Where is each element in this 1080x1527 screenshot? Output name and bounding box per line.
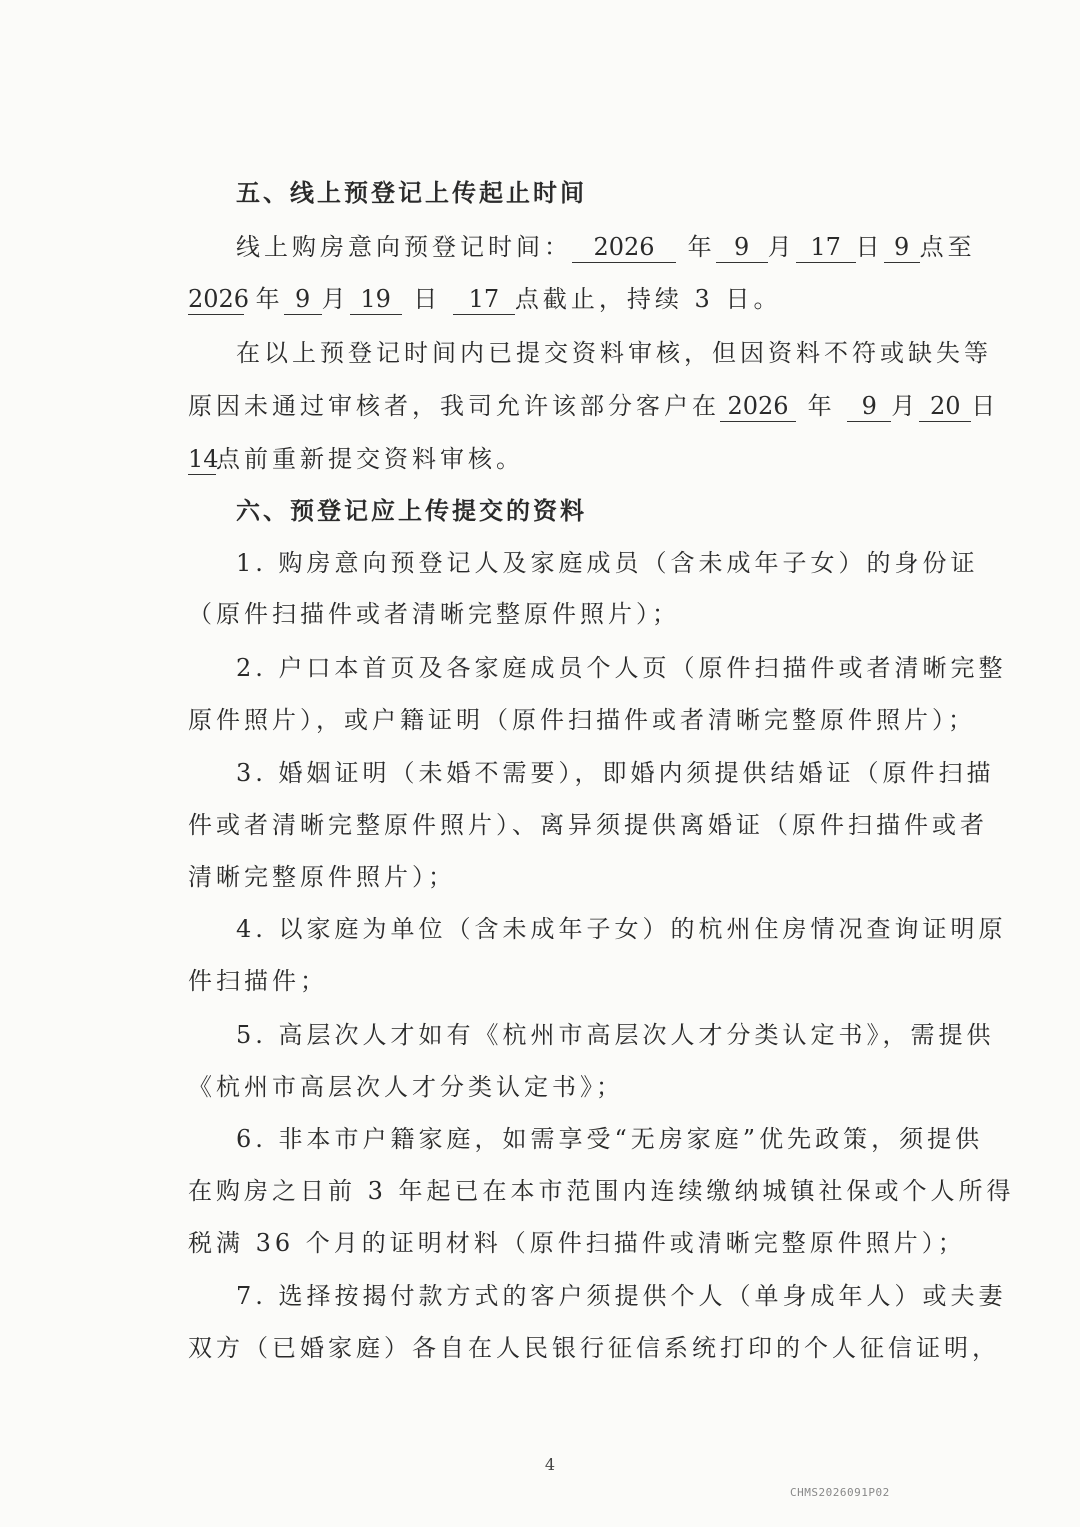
item-6-line-1: 6. 非本市户籍家庭，如需享受“无房家庭”优先政策，须提供 bbox=[236, 1125, 984, 1153]
resubmit-month-field: 9 bbox=[847, 391, 891, 422]
item-5-line-1: 5. 高层次人才如有《杭州市高层次人才分类认定书》，需提供 bbox=[236, 1021, 995, 1049]
resubmission-paragraph-line-1: 在以上预登记时间内已提交资料审核，但因资料不符或缺失等 bbox=[236, 339, 992, 367]
section-5-heading: 五、线上预登记上传起止时间 bbox=[236, 179, 587, 207]
item-4-line-1: 4. 以家庭为单位（含未成年子女）的杭州住房情况查询证明原 bbox=[236, 915, 1007, 943]
end-month-field: 9 bbox=[284, 284, 322, 315]
item-6-line-3: 税满 36 个月的证明材料（原件扫描件或清晰完整原件照片）； bbox=[188, 1229, 966, 1257]
item-2-line-2: 原件照片），或户籍证明（原件扫描件或者清晰完整原件照片）； bbox=[188, 706, 976, 734]
item-6-line-2: 在购房之日前 3 年起已在本市范围内连续缴纳城镇社保或个人所得 bbox=[188, 1177, 1015, 1205]
start-year-field: 2026 bbox=[572, 232, 676, 263]
item-7-line-1: 7. 选择按揭付款方式的客户须提供个人（单身成年人）或夫妻 bbox=[236, 1282, 1007, 1310]
page-number: 4 bbox=[544, 1455, 556, 1474]
resubmission-paragraph-line-2: 原因未通过审核者，我司允许该部分客户在 2026 年 9 月 20 日 bbox=[188, 392, 1000, 420]
end-year-field: 2026 bbox=[188, 285, 250, 313]
start-hour-field: 9 bbox=[884, 232, 920, 263]
end-hour-field: 17 bbox=[453, 284, 515, 315]
section-6-heading: 六、预登记应上传提交的资料 bbox=[236, 497, 587, 525]
item-3-line-3: 清晰完整原件照片）； bbox=[188, 863, 456, 891]
start-day-field: 17 bbox=[796, 232, 856, 263]
item-7-line-2: 双方（已婚家庭）各自在人民银行征信系统打印的个人征信证明， bbox=[188, 1334, 1000, 1362]
resubmission-paragraph-line-3: 14点前重新提交资料审核。 bbox=[188, 445, 524, 473]
registration-period-line-2: 2026 年 9 月 19 日 17 点截止，持续 3 日。 bbox=[188, 285, 782, 313]
registration-period-line-1: 线上购房意向预登记时间： 2026 年 9 月 17 日 9 点至 bbox=[236, 233, 976, 261]
item-3-line-2: 件或者清晰完整原件照片）、离异须提供离婚证（原件扫描件或者 bbox=[188, 811, 988, 839]
item-5-line-2: 《杭州市高层次人才分类认定书》； bbox=[188, 1073, 624, 1101]
item-1-line-1: 1. 购房意向预登记人及家庭成员（含未成年子女）的身份证 bbox=[236, 549, 979, 577]
resubmit-hour-field: 14 bbox=[188, 445, 219, 473]
item-2-line-1: 2. 户口本首页及各家庭成员个人页（原件扫描件或者清晰完整 bbox=[236, 654, 1007, 682]
item-4-line-2: 件扫描件； bbox=[188, 967, 328, 995]
end-day-field: 19 bbox=[350, 284, 402, 315]
start-month-field: 9 bbox=[716, 232, 768, 263]
resubmit-day-field: 20 bbox=[919, 391, 971, 422]
document-code: CHMS2026091P02 bbox=[790, 1486, 890, 1499]
item-1-line-2: （原件扫描件或者清晰完整原件照片）； bbox=[188, 600, 680, 628]
resubmit-year-field: 2026 bbox=[720, 391, 796, 422]
item-3-line-1: 3. 婚姻证明（未婚不需要），即婚内须提供结婚证（原件扫描 bbox=[236, 759, 995, 787]
